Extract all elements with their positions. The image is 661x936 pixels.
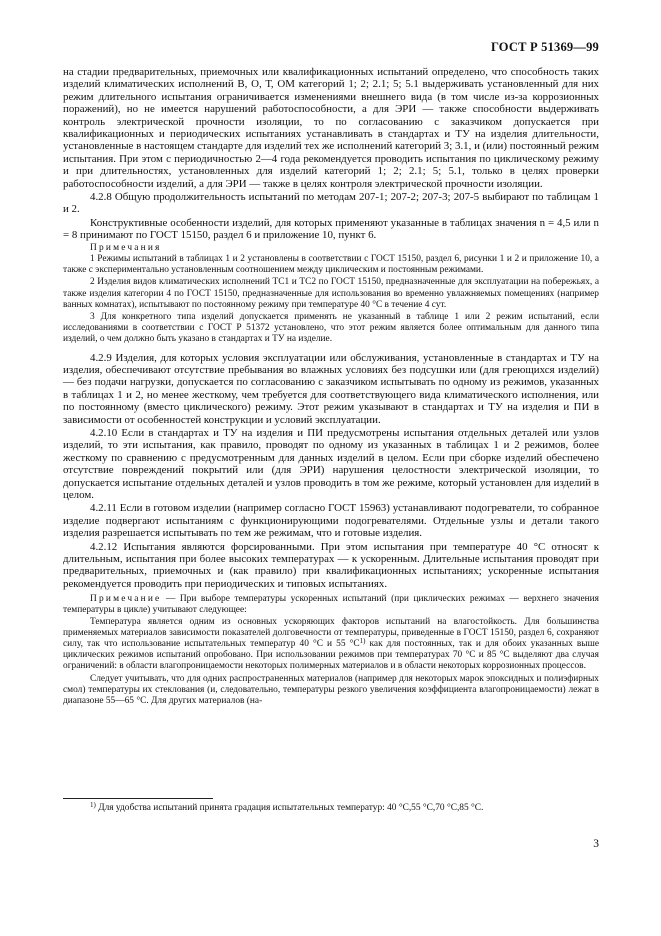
note-temperature-factor <box>63 617 599 673</box>
paragraph-continuation: на стадии предварительных, приемочных или квалификационных испытаний определено, что способность таких изделий климатических исполнений В, О, Т, ОМ категорий 1; 2; 2.1; 5; 5.1 выдерживать установленный для них режим длительного испытания ограничивается изменениями внешнего вида (в том числе из-за коррозионных поражений), но не имеется нарушений работоспособности, а для ЭРИ — также способности выдерживать контроль электрической прочности изоляции, то по согласованию с заказчиком допускается при квалификационных и периодических испытаниях устанавливать в стандартах и ТУ на изделия длительности, установленные в настоящем стандарте для изделий тех же исполнений категорий 3; 3.1, и (или) постоянный режим испытания. При этом с периодичностью 2—4 года рекомендуется проводить испытания по циклическому режиму и при длительностях, установленных для изделий категорий 1; 2; 2.1; 5; 5.1, только в целях проверки работоспособности изделий, а для ЭРИ — также в целях контроля электрической прочности изоляции. <box>63 66 599 190</box>
document-body <box>63 66 599 707</box>
document-code-header: ГОСТ Р 51369—99 <box>490 40 599 54</box>
clause-4-2-12: 4.2.12 Испытания являются форсированными. При этом испытания при температуре 40 °С относят к длительным, испытания при более высоких температурах — к ускоренным. Длительные испытания проводят при предварительных, приемочных и (как правило) при квалификационных испытаниях; ускоренные испытания рекомендуется проводить при периодических и типовых испытаниях. <box>63 540 599 590</box>
note-text: — При выборе температуры ускоренных испытаний (при циклических режимах — верхнего значения температуры в цикле) учитывают следующее: <box>63 594 599 616</box>
clause-4-2-11: 4.2.11 Если в готовом изделии (например согласно ГОСТ 15963) устанавливают подогреватели, то собранное изделие подвергают испытаниям с функционирующими подогревателями. Отдельные узлы и детали такого изделия разрешается испытывать по тем же режимам, что и готовые изделия. <box>63 502 599 540</box>
note-text-end: как для постоянных, так и для обоих указанных выше циклических режимов испытаний опробовано. При использовании режимов при температурах 70 °С и 85 °С выделяют два случая ограничений: в области влагопроницаемости некоторых полимерных материалов и в области некоторых коррозионных процессов. <box>63 639 599 672</box>
notes-heading: Примечания <box>90 242 162 253</box>
clause-4-2-10: 4.2.10 Если в стандартах и ТУ на изделия и ПИ предусмотрены испытания отдельных деталей или узлов изделий, то эти испытания, как правило, проводят по одному из указанных в таблицах 1 и 2 режимов, более жесткому по сравнению с предусмотренным для данных изделий в целом. Если при сборке изделий обеспечено отсутствие повреждений покрытий или (для ЭРИ) нарушения целостности электрической изоляции, то допускается испытание отдельных деталей и узлов проводить в том же режиме, который установлен для изделий в целом. <box>63 426 599 501</box>
note-1: 1 Режимы испытаний в таблицах 1 и 2 установлены в соответствии с ГОСТ 15150, раздел 6, рисунки 1 и 2 и приложение 10, а также с экспериментально установленным соотношением между циклическим и постоянным режимами. <box>63 253 599 276</box>
footnote <box>90 803 600 814</box>
note-3: 3 Для конкретного типа изделий допускается применять не указанный в таблице 1 или 2 режим испытаний, если исследованиями в соответствии с ГОСТ Р 51372 установлено, что этот режим является более оптимальным для данного типа изделий, о чем должно быть указано в стандартах и ТУ на изделие. <box>63 311 599 345</box>
footnote-mark: 1) <box>90 801 96 809</box>
clause-4-2-9: 4.2.9 Изделия, для которых условия эксплуатации или обслуживания, установленные в стандартах и ТУ на изделия, обеспечивают отсутствие пребывания во влажных условиях без подсушки или (для греющихся изделий) — без подачи нагрузки, допускается по согласованию с заказчиком испытывать по одному из режимов, указанных в таблицах 1 и 2, но менее жесткому, чем требуется для соответствующего вида климатического исполнения, или по постоянному (вместо циклического) режиму. Этот режим указывают в стандартах и ТУ на изделия и ПИ в зависимости от особенностей конструкции и условий эксплуатации. <box>63 351 599 426</box>
note-2: 2 Изделия видов климатических исполнений ТС1 и ТС2 по ГОСТ 15150, предназначенные для эксплуатации на побережьях, а также изделия категории 4 по ГОСТ 15150, предназначенные для использования во временно увлажняемых помещениях (например ванных комнатах), испытывают по постоянному режиму при температуре 40 °С в течение 4 сут. <box>63 277 599 310</box>
footnote-text: Для удобства испытаний принята градация испытательных температур: 40 °С,55 °С,70 °С,85 °С. <box>95 803 484 813</box>
footnote-ref: 1) <box>359 637 366 646</box>
note-label: Примечание <box>90 594 162 605</box>
clause-4-2-8: 4.2.8 Общую продолжительность испытаний по методам 207-1; 207-2; 207-3; 207-5 выбирают по таблицам 1 и 2. <box>63 191 599 216</box>
paragraph-design-features: Конструктивные особенности изделий, для которых применяют указанные в таблицах значения n = 4,5 или n = 8 принимают по ГОСТ 15150, раздел 6 и приложение 10, пункт 6. <box>63 216 599 242</box>
note-text-start: Температура является одним из основных ускоряющих факторов испытаний на влагостойкость. Для большинства применяемых материалов зависимости показателей долговечности от температуры, приведенные в ГОСТ 15150, раздел 6, сохраняют силу, так что использование испытательных температур 40 °С и 55 °С <box>63 616 599 650</box>
note-accelerated-tests <box>63 594 599 616</box>
footnote-divider <box>63 798 213 799</box>
page-number: 3 <box>593 838 599 850</box>
note-materials: Следует учитывать, что для одних распространенных материалов (например для некоторых марок эпоксидных и полиэфирных смол) температуры их стеклования (и, следовательно, температуры резкого увеличения коэффициента влагопроницаемости) лежат в диапазоне 55—65 °С. Для других материалов (на- <box>63 673 599 707</box>
